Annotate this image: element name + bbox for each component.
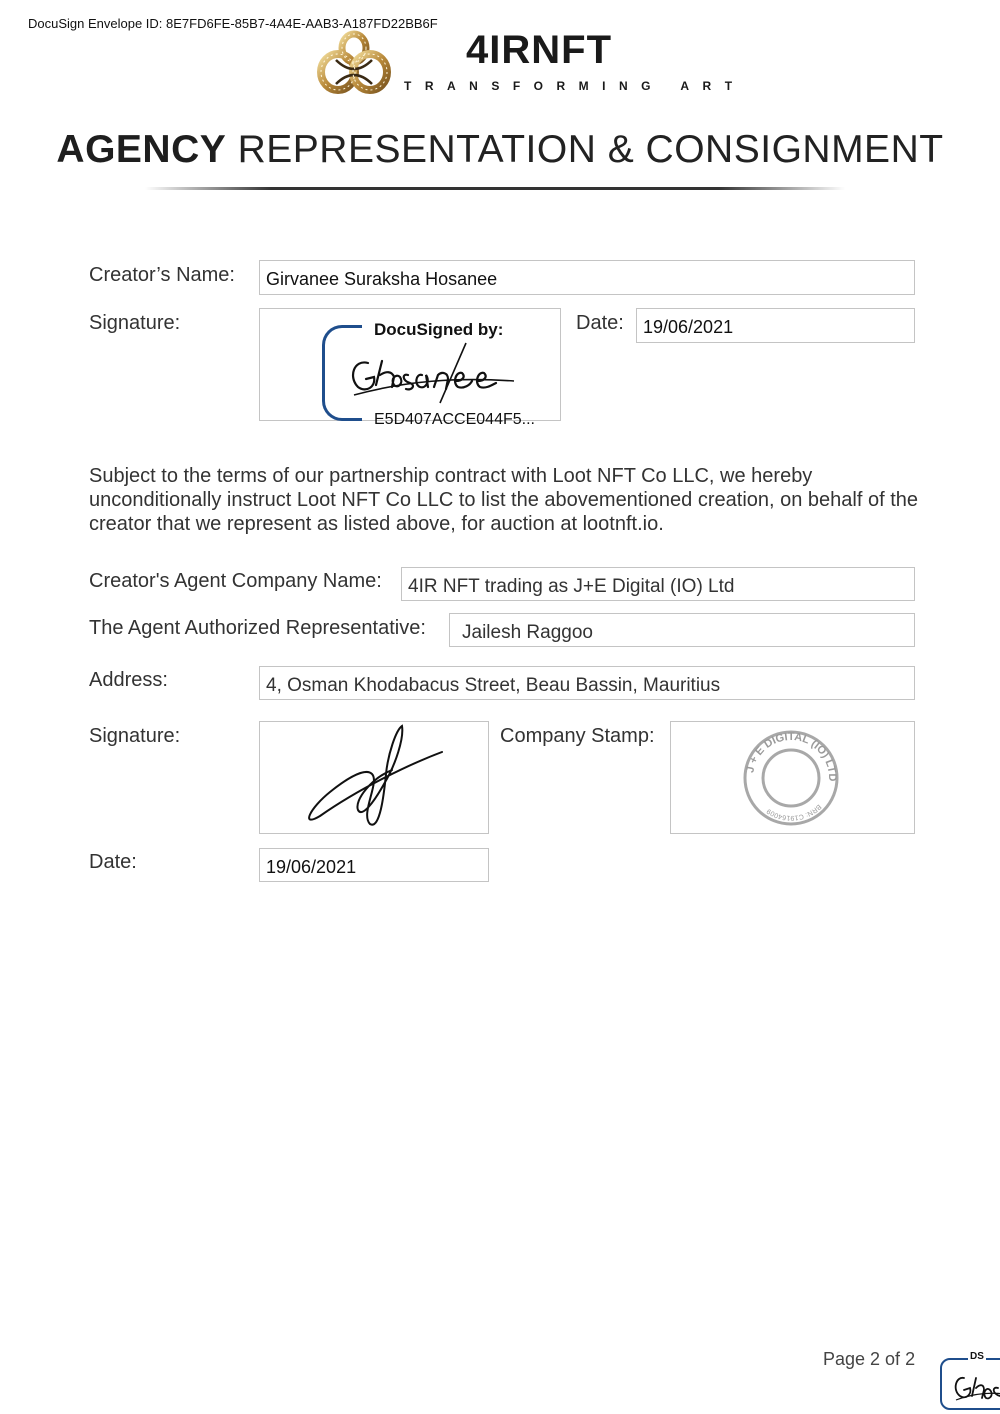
- brand-name: 4IRNFT: [466, 28, 612, 72]
- company-stamp-seal: [739, 728, 843, 828]
- agent-signature-box[interactable]: [259, 721, 489, 834]
- creator-date-field[interactable]: [636, 308, 915, 343]
- docusign-id: E5D407ACCE044F5...: [374, 411, 535, 428]
- page-title: [0, 128, 1000, 172]
- creator-signature-label: Signature:: [89, 312, 181, 334]
- address-label: Address:: [89, 669, 168, 691]
- creator-date-label: Date:: [576, 312, 624, 334]
- address-value: 4, Osman Khodabacus Street, Beau Bassin, Mauritius: [266, 675, 721, 696]
- page-title-rest: REPRESENTATION & CONSIGNMENT: [226, 128, 944, 171]
- agent-rep-field[interactable]: [449, 613, 915, 647]
- docusign-initials-box[interactable]: [940, 1351, 1000, 1410]
- instruction-paragraph: Subject to the terms of our partnership contract with Loot NFT Co LLC, we hereby unconditionally instruct Loot NFT Co LLC to list the abovementioned creation, on behalf of the creator that we represent as listed above, for auction at lootnft.io.: [89, 465, 919, 535]
- address-field[interactable]: [259, 666, 915, 700]
- title-divider: [145, 187, 845, 190]
- agent-date-value: 19/06/2021: [266, 857, 357, 877]
- brand-tagline: TRANSFORMING ART: [404, 79, 746, 93]
- docusign-ds-tag: DS: [970, 1351, 984, 1362]
- company-stamp-label: Company Stamp:: [500, 725, 655, 747]
- page-title-bold: AGENCY: [56, 128, 227, 171]
- agent-company-field[interactable]: [401, 567, 915, 601]
- initials-signature: [952, 1368, 1000, 1404]
- agent-date-field[interactable]: [259, 848, 489, 882]
- creator-signature-box[interactable]: [259, 308, 561, 428]
- creator-name-label: Creator’s Name:: [89, 264, 235, 286]
- agent-date-label: Date:: [89, 851, 137, 873]
- agent-company-label: Creator's Agent Company Name:: [89, 570, 382, 592]
- docusign-envelope-id: DocuSign Envelope ID: 8E7FD6FE-85B7-4A4E-AAB3-A187FD22BB6F: [28, 16, 438, 31]
- svg-text:J + E DIGITAL (IO) LTD: J + E DIGITAL (IO) LTD: [744, 730, 839, 782]
- creator-date-value: 19/06/2021: [643, 317, 734, 337]
- company-stamp-box[interactable]: [670, 721, 915, 834]
- agent-rep-value: Jailesh Raggoo: [462, 622, 593, 643]
- creator-handwritten-signature: [346, 337, 532, 409]
- agent-handwritten-signature: [300, 724, 460, 830]
- docusign-heading: DocuSigned by:: [374, 320, 504, 339]
- agent-company-value: 4IR NFT trading as J+E Digital (IO) Ltd: [408, 576, 735, 597]
- creator-name-value: Girvanee Suraksha Hosanee: [266, 269, 498, 289]
- creator-name-field[interactable]: [259, 260, 915, 295]
- agent-signature-label: Signature:: [89, 725, 181, 747]
- agent-rep-label: The Agent Authorized Representative:: [89, 617, 426, 639]
- page-number: Page 2 of 2: [823, 1349, 916, 1369]
- svg-text:BRN: C19164009: BRN: C19164009: [765, 802, 823, 822]
- gold-infinity-knot-logo: [316, 30, 392, 102]
